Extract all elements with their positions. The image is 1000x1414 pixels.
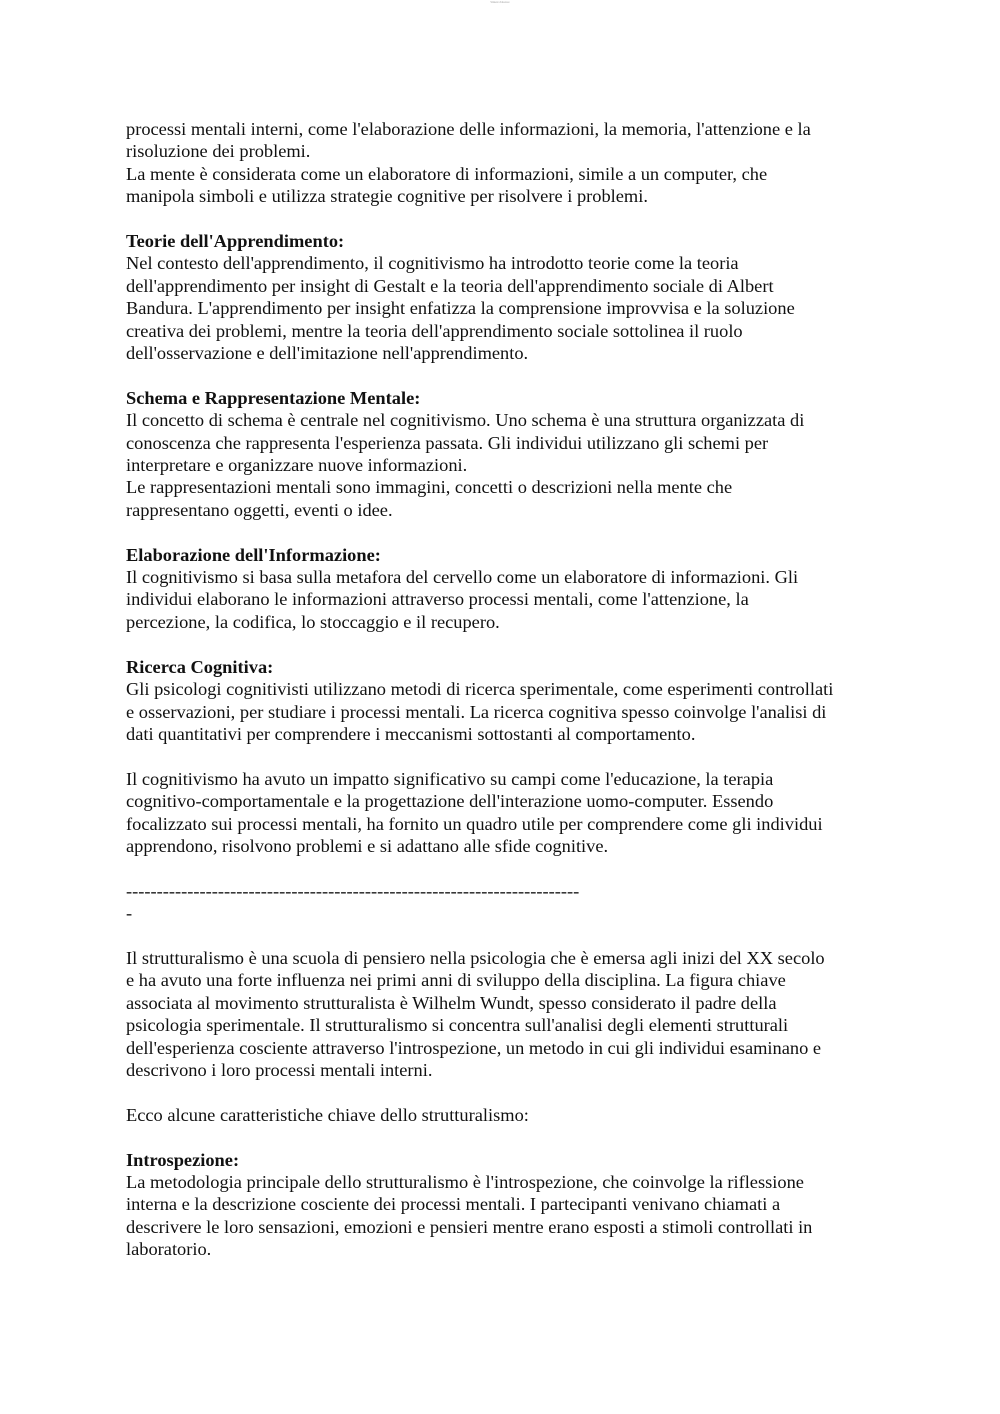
heading-introspection: Introspezione: bbox=[126, 1149, 240, 1170]
paragraph-schema: Il concetto di schema è centrale nel cognitivismo. Uno schema è una struttura organizzata di conoscenza che rappresenta l'esperienza passata. Gli individui utilizzano gli schemi per interpretare e organizzare nuove informazioni. Le rappresentazioni mentali sono immagini, concetti o descrizioni nella mente che rappresentano oggetti, eventi o idee. bbox=[126, 410, 805, 520]
paragraph-information-processing: Il cognitivismo si basa sulla metafora del cervello come un elaboratore di informazioni. Gli individui elaborano le informazioni attraverso processi mentali, come l'attenzione, la percezione, la codifica, lo stoccaggio e il recupero. bbox=[126, 567, 799, 632]
page-header-mark: Sintesi d'Autore bbox=[490, 0, 510, 4]
paragraph-structuralism-intro: Il strutturalismo è una scuola di pensiero nella psicologia che è emersa agli inizi del XX secolo e ha avuto una forte influenza nei primi anni di sviluppo della disciplina. La figura chiave associata al movimento strutturalista è Wilhelm Wundt, spesso considerato il padre della psicologia sperimentale. Il strutturalismo si concentra sull'analisi degli elementi strutturali dell'esperienza cosciente attraverso l'introspezione, un metodo in cui gli individui esaminano e descrivono i loro processi mentali interni. bbox=[126, 947, 825, 1080]
paragraph-key-features: Ecco alcune caratteristiche chiave dello strutturalismo: bbox=[126, 1104, 529, 1125]
paragraph-mental-processes: processi mentali interni, come l'elaborazione delle informazioni, la memoria, l'attenzione e la risoluzione dei problemi. La mente è considerata come un elaboratore di informazioni, simile a un computer, che manipola simboli e utilizza strategie cognitive per risolvere i problemi. bbox=[126, 119, 811, 207]
heading-learning-theories: Teorie dell'Apprendimento: bbox=[126, 231, 345, 252]
dashed-separator: -------------------------------------------------------------------------- - bbox=[126, 880, 580, 924]
heading-cognitive-research: Ricerca Cognitiva: bbox=[126, 656, 274, 677]
heading-schema: Schema e Rappresentazione Mentale: bbox=[126, 387, 421, 408]
paragraph-cognitive-research: Gli psicologi cognitivisti utilizzano metodi di ricerca sperimentale, come esperimenti controllati e osservazioni, per studiare i processi mentali. La ricerca cognitiva spesso coinvolge l'analisi di dati quantitativi per comprendere i meccanismi sottostanti al comportamento. bbox=[126, 679, 834, 744]
heading-information-processing: Elaborazione dell'Informazione: bbox=[126, 544, 381, 565]
paragraph-cognitivism-impact: Il cognitivismo ha avuto un impatto significativo su campi come l'educazione, la terapia cognitivo-comportamentale e la progettazione dell'interazione uomo-computer. Essendo focalizzato sui processi mentali, ha fornito un quadro utile per comprendere come gli individui apprendono, risolvono problemi e si adattano alle sfide cognitive. bbox=[126, 768, 823, 856]
paragraph-introspection: La metodologia principale dello strutturalismo è l'introspezione, che coinvolge la riflessione interna e la descrizione cosciente dei processi mentali. I partecipanti venivano chiamati a descrivere le loro sensazioni, emozioni e pensieri mentre erano esposti a stimoli controllati in laboratorio. bbox=[126, 1171, 813, 1260]
document-body bbox=[126, 118, 916, 1261]
paragraph-learning-theories: Nel contesto dell'apprendimento, il cognitivismo ha introdotto teorie come la teoria dell'apprendimento per insight di Gestalt e la teoria dell'apprendimento sociale di Albert Bandura. L'apprendimento per insight enfatizza la comprensione improvvisa e la soluzione creativa dei problemi, mentre la teoria dell'apprendimento sociale sottolinea il ruolo dell'osservazione e dell'imitazione nell'apprendimento. bbox=[126, 253, 795, 364]
